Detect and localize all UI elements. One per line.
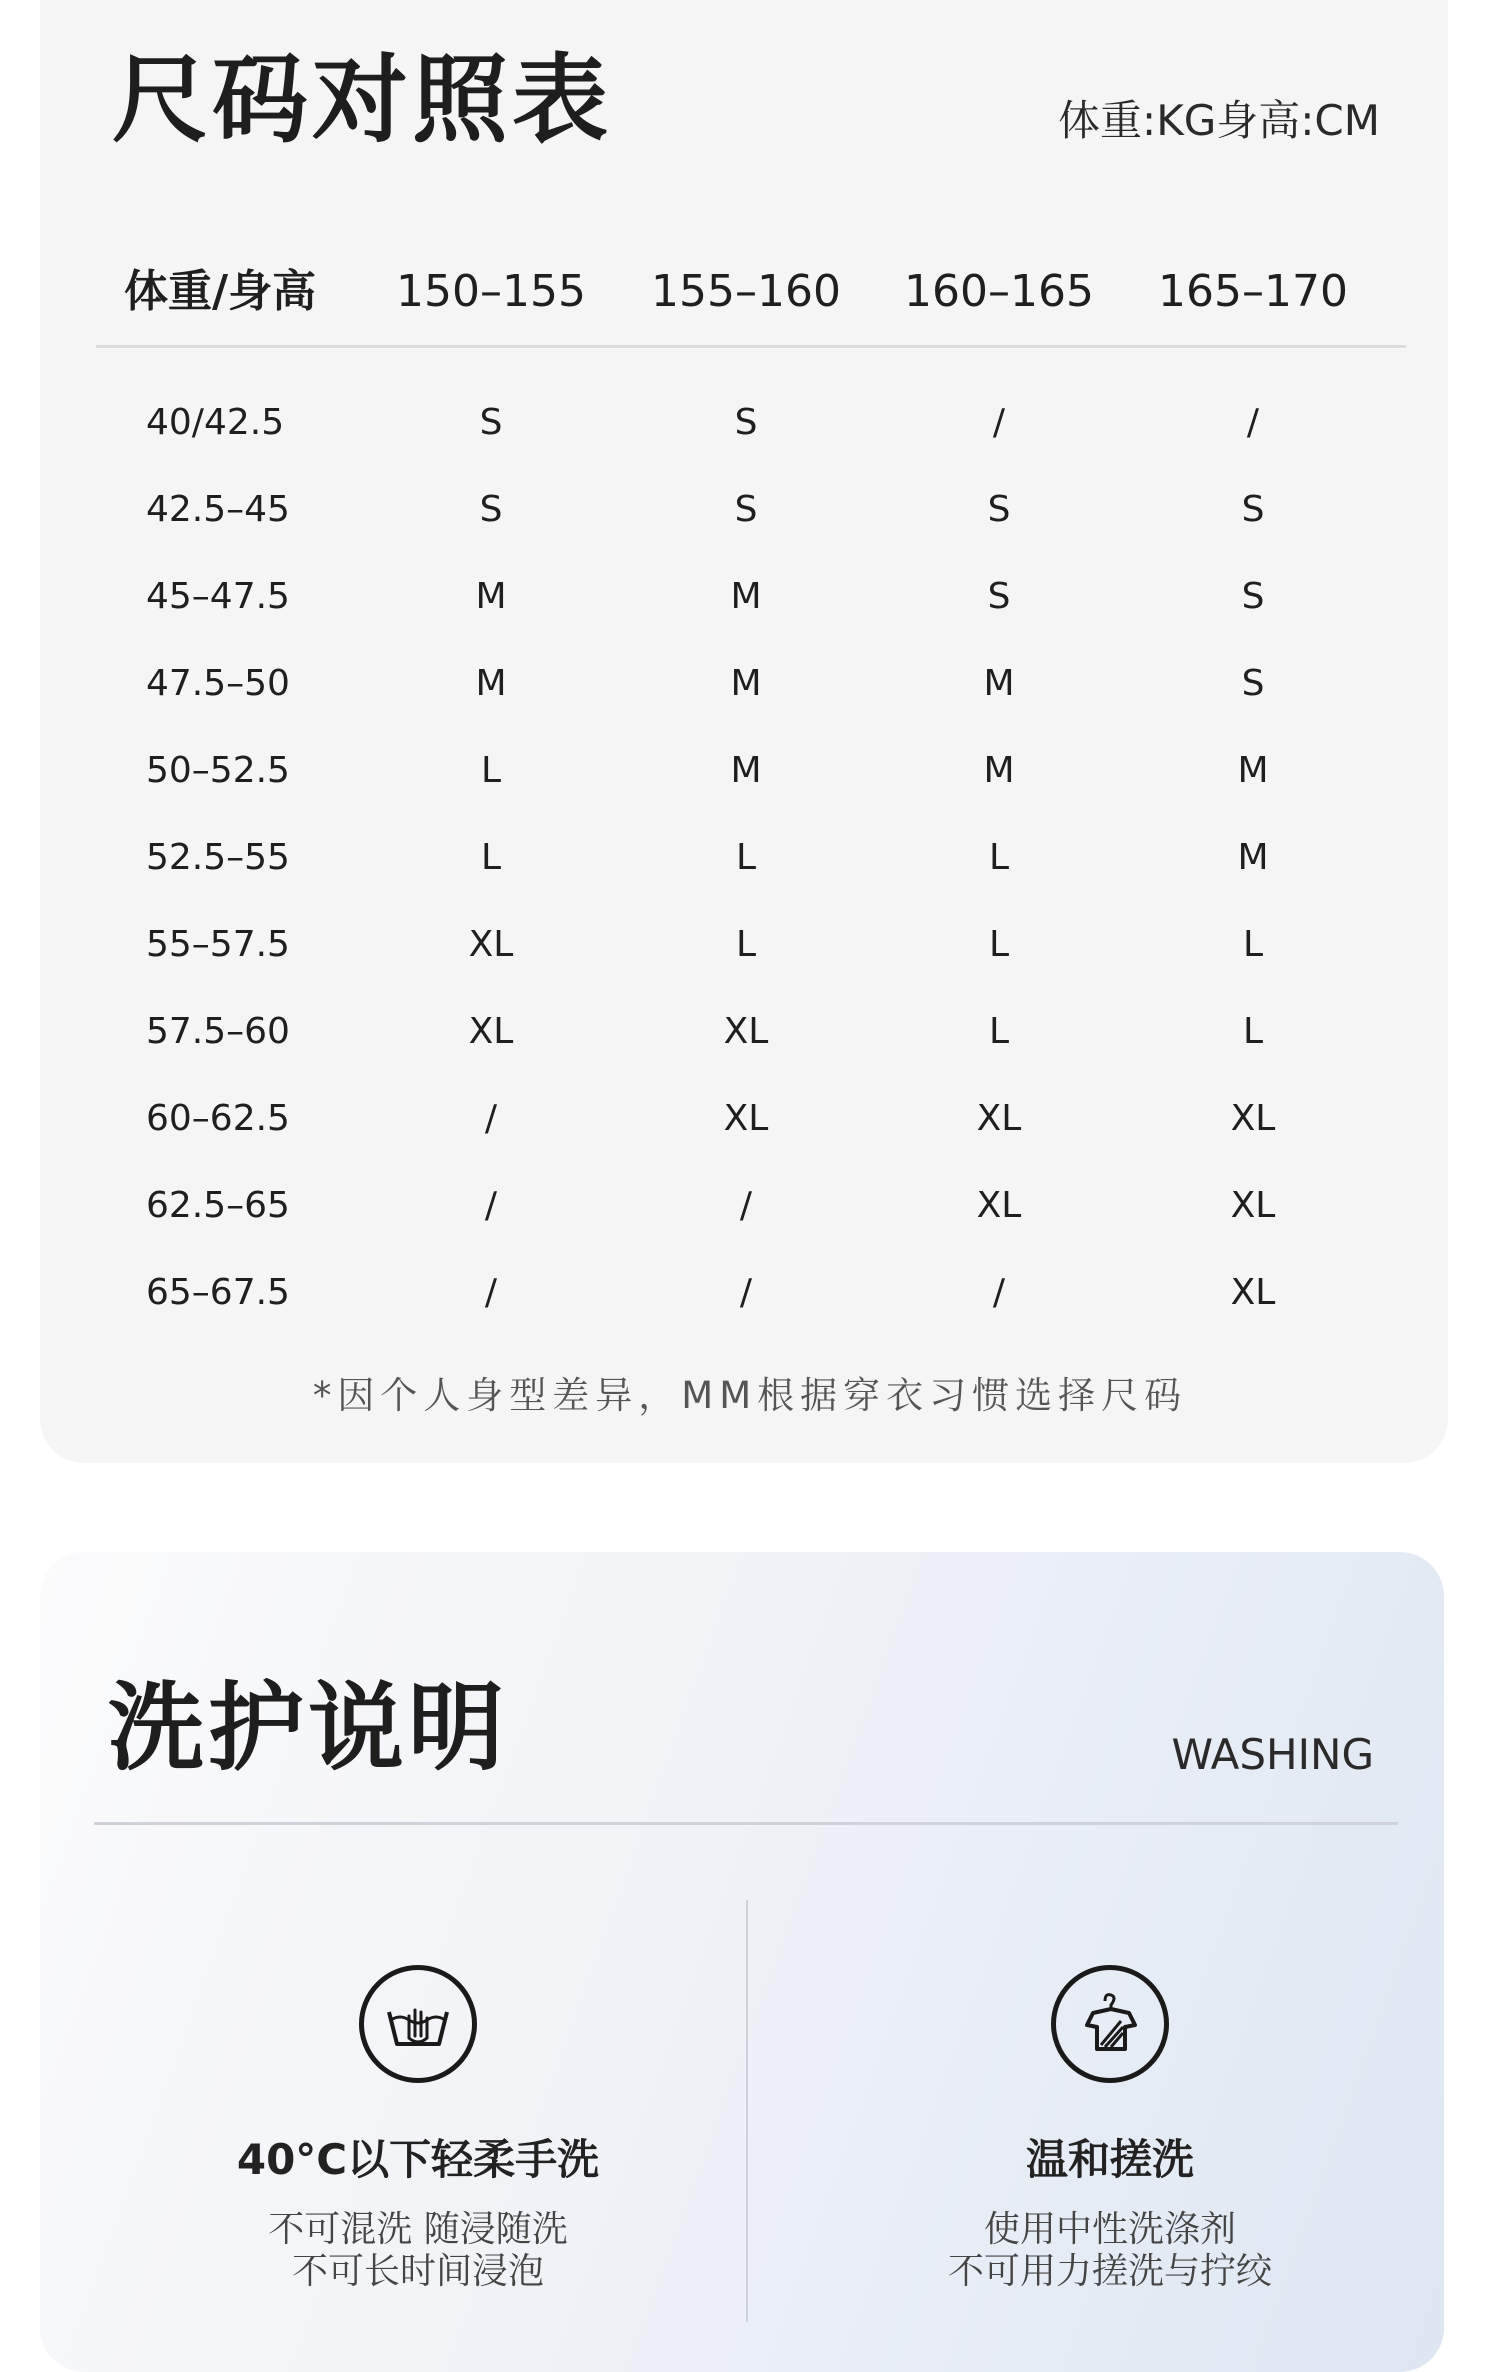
size-cell: XL xyxy=(1230,1185,1276,1226)
size-cell: S xyxy=(1241,576,1265,617)
size-cell: / xyxy=(484,1272,498,1313)
size-cell: M xyxy=(475,663,507,704)
care-desc-line: 不可长时间浸泡 xyxy=(291,2251,544,2292)
row-label: 57.5–60 xyxy=(146,1011,290,1052)
size-cell: M xyxy=(1237,750,1269,791)
size-cell: S xyxy=(1241,663,1265,704)
table-row xyxy=(96,915,1404,975)
size-table-header xyxy=(96,262,1404,322)
row-label: 47.5–50 xyxy=(146,663,290,704)
size-cell: XL xyxy=(1230,1272,1276,1313)
size-cell: M xyxy=(730,663,762,704)
size-cell: L xyxy=(480,750,502,791)
size-cell: / xyxy=(992,402,1006,443)
row-label: 55–57.5 xyxy=(146,924,290,965)
unit-note: 体重:KG身高:CM xyxy=(1058,96,1380,145)
table-row xyxy=(96,1263,1404,1323)
size-cell: L xyxy=(988,1011,1010,1052)
size-cell: M xyxy=(1237,837,1269,878)
care-item-hand-wash xyxy=(118,1965,718,2293)
size-cell: L xyxy=(480,837,502,878)
size-chart-title: 尺码对照表 xyxy=(112,44,612,156)
size-cell: S xyxy=(1241,489,1265,530)
size-cell: S xyxy=(734,489,758,530)
row-label: 60–62.5 xyxy=(146,1098,290,1139)
size-cell: / xyxy=(739,1272,753,1313)
table-row xyxy=(96,567,1404,627)
size-note: *因个人身型差异，MM根据穿衣习惯选择尺码 xyxy=(312,1374,1188,1417)
header-cell: 150–155 xyxy=(396,266,586,317)
size-cell: / xyxy=(484,1185,498,1226)
size-cell: M xyxy=(983,663,1015,704)
header-cell: 165–170 xyxy=(1158,266,1348,317)
size-cell: L xyxy=(1242,1011,1264,1052)
size-cell: M xyxy=(475,576,507,617)
size-cell: XL xyxy=(468,924,514,965)
size-cell: XL xyxy=(976,1185,1022,1226)
header-cell: 体重/身高 xyxy=(124,266,317,317)
row-label: 42.5–45 xyxy=(146,489,290,530)
size-cell: M xyxy=(730,750,762,791)
size-chart-card xyxy=(40,0,1448,1463)
table-row xyxy=(96,1176,1404,1236)
header-cell: 160–165 xyxy=(904,266,1094,317)
row-label: 40/42.5 xyxy=(146,402,285,443)
table-row xyxy=(96,480,1404,540)
size-cell: S xyxy=(734,402,758,443)
size-cell: / xyxy=(739,1185,753,1226)
size-cell: L xyxy=(988,837,1010,878)
washing-subtitle: WASHING xyxy=(1171,1730,1374,1779)
table-row xyxy=(96,741,1404,801)
row-label: 50–52.5 xyxy=(146,750,290,791)
care-desc-line: 不可混洗 随浸随洗 xyxy=(268,2209,568,2250)
care-column-divider xyxy=(746,1900,748,2322)
size-cell: M xyxy=(983,750,1015,791)
size-cell: / xyxy=(992,1272,1006,1313)
size-cell: XL xyxy=(723,1011,769,1052)
header-divider xyxy=(96,345,1406,348)
row-label: 52.5–55 xyxy=(146,837,290,878)
header-cell: 155–160 xyxy=(651,266,841,317)
table-row xyxy=(96,828,1404,888)
table-row xyxy=(96,1002,1404,1062)
care-desc xyxy=(810,2209,1410,2293)
care-desc-line: 使用中性洗涤剂 xyxy=(983,2209,1236,2250)
size-cell: XL xyxy=(1230,1098,1276,1139)
row-label: 65–67.5 xyxy=(146,1272,290,1313)
size-cell: M xyxy=(730,576,762,617)
care-title: 40°C以下轻柔手洗 xyxy=(236,2135,600,2184)
size-cell: / xyxy=(1246,402,1260,443)
table-row xyxy=(96,393,1404,453)
care-item-gentle-wash xyxy=(810,1965,1410,2293)
size-cell: S xyxy=(987,489,1011,530)
size-cell: / xyxy=(484,1098,498,1139)
size-cell: XL xyxy=(468,1011,514,1052)
table-row xyxy=(96,654,1404,714)
hand-wash-icon xyxy=(359,1965,477,2083)
size-cell: XL xyxy=(723,1098,769,1139)
size-cell: S xyxy=(479,489,503,530)
row-label: 45–47.5 xyxy=(146,576,290,617)
care-title: 温和搓洗 xyxy=(1025,2135,1194,2184)
washing-title: 洗护说明 xyxy=(108,1672,508,1784)
size-cell: L xyxy=(1242,924,1264,965)
size-cell: XL xyxy=(976,1098,1022,1139)
size-cell: L xyxy=(988,924,1010,965)
care-desc xyxy=(118,2209,718,2293)
washing-divider xyxy=(94,1822,1398,1825)
gentle-wash-icon xyxy=(1051,1965,1169,2083)
size-cell: L xyxy=(735,837,757,878)
table-row xyxy=(96,1089,1404,1149)
size-cell: S xyxy=(479,402,503,443)
row-label: 62.5–65 xyxy=(146,1185,290,1226)
care-desc-line: 不可用力搓洗与拧绞 xyxy=(947,2251,1272,2292)
size-cell: L xyxy=(735,924,757,965)
size-cell: S xyxy=(987,576,1011,617)
